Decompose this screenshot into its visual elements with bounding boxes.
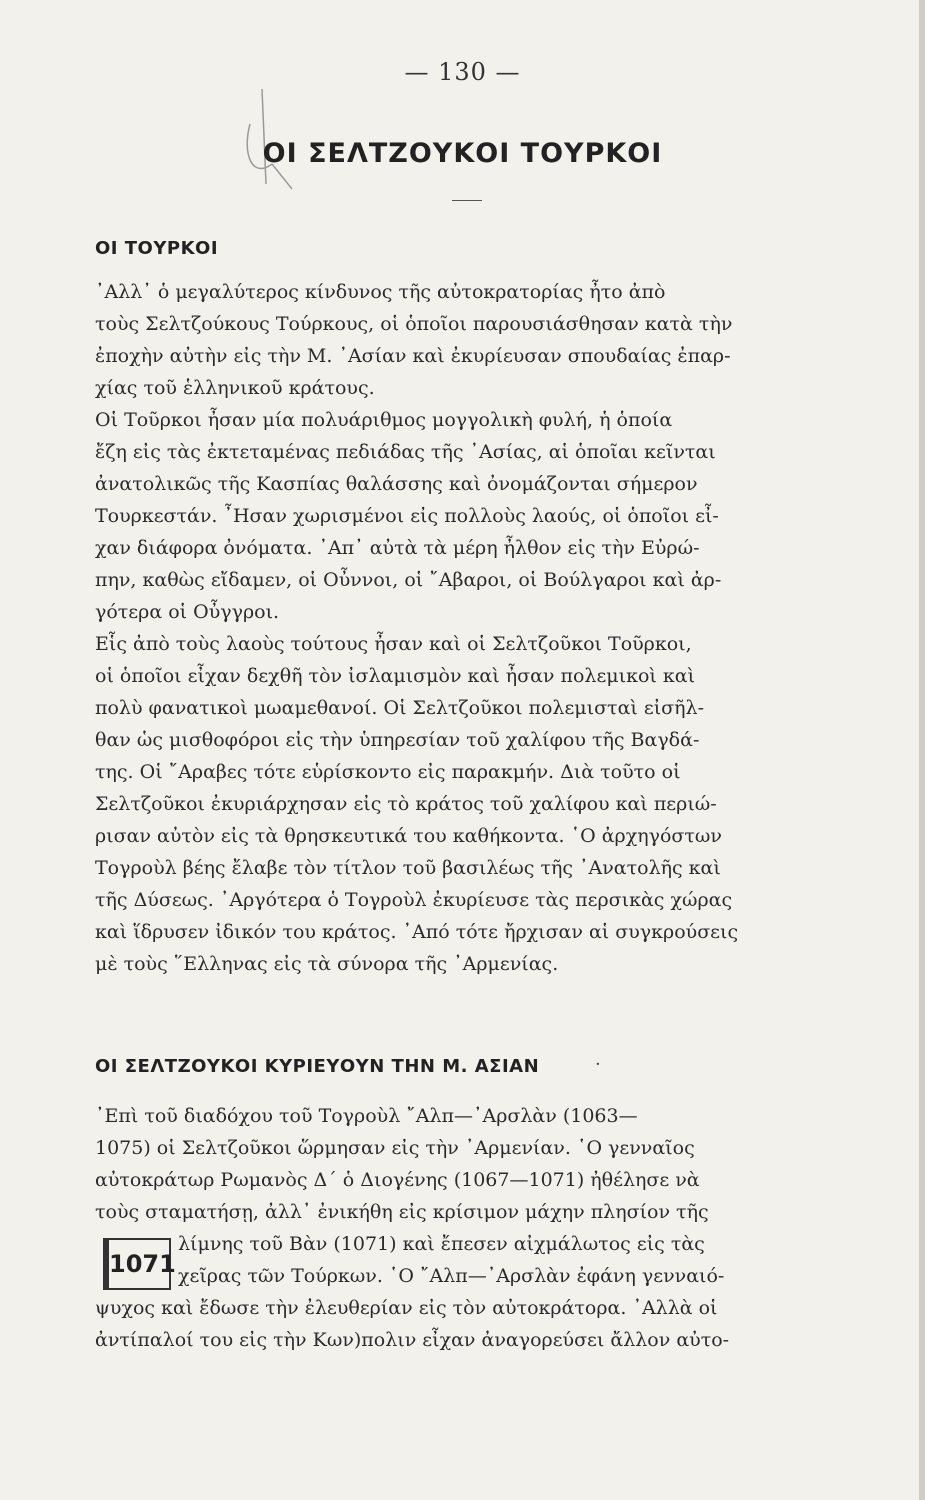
section-body-indented — [178, 1228, 840, 1292]
title-rule — [452, 200, 482, 201]
text-line: πην, καθὼς εἴδαμεν, οἱ Οὖννοι, οἱ ῎Αβαροι, οἱ Βούλγαροι καὶ ἀρ- — [95, 569, 722, 591]
text-line: τοὺς σταματήσῃ, ἀλλ᾿ ἐνικήθη εἰς κρίσιμον μάχην πλησίον τῆς — [95, 1201, 709, 1223]
text-line: λίμνης τοῦ Βὰν (1071) καὶ ἔπεσεν αἰχμάλωτος εἰς τὰς — [178, 1233, 705, 1255]
text-line: οἱ ὁποῖοι εἶχαν δεχθῆ τὸν ἰσλαμισμὸν καὶ ἦσαν πολεμικοὶ καὶ — [95, 665, 696, 687]
page-title: ΟΙ ΣΕΛΤΖΟΥΚΟΙ ΤΟΥΡΚΟΙ — [262, 138, 663, 169]
text-line: ἐποχὴν αὐτὴν εἰς τὴν Μ. ᾿Ασίαν καὶ ἐκυρίευσαν σπουδαίας ἐπαρ- — [95, 345, 731, 367]
text-line: Οἱ Τοῦρκοι ἦσαν μία πολυάριθμος μογγολικὴ φυλή, ἡ ὁποία — [95, 409, 673, 431]
text-line: μὲ τοὺς ῞Ελληνας εἰς τὰ σύνορα τῆς ᾿Αρμενίας. — [95, 953, 559, 975]
text-line: Εἷς ἀπὸ τοὺς λαοὺς τούτους ἦσαν καὶ οἱ Σελτζοῦκοι Τοῦρκοι, — [95, 633, 692, 655]
text-line: ἀνατολικῶς τῆς Κασπίας θαλάσσης καὶ ὀνομάζονται σήμερον — [95, 473, 698, 495]
page-edge-shadow — [919, 0, 925, 1500]
text-line: χίας τοῦ ἑλληνικοῦ κράτους. — [95, 377, 375, 399]
section-body-asia-minor — [95, 1100, 840, 1228]
section-body-turks — [95, 276, 840, 980]
text-line: ἀντίπαλοί του εἰς τὴν Κων)πολιν εἶχαν ἀναγορεύσει ἄλλον αὐτο- — [95, 1329, 730, 1351]
text-line: ᾿Επὶ τοῦ διαδόχου τοῦ Τογροὺλ ῎Αλπ—᾿Αρσλὰν (1063— — [95, 1105, 638, 1127]
section-heading-asia-minor: ΟΙ ΣΕΛΤΖΟΥΚΟΙ ΚΥΡΙΕΥΟΥΝ ΤΗΝ Μ. ΑΣΙΑΝ — [95, 1056, 540, 1077]
text-line: ᾿Αλλ᾿ ὁ μεγαλύτερος κίνδυνος τῆς αὐτοκρατορίας ἦτο ἀπὸ — [95, 281, 666, 303]
text-line: 1075) οἱ Σελτζοῦκοι ὥρμησαν εἰς τὴν ᾿Αρμενίαν. ῾Ο γενναῖος — [95, 1137, 695, 1159]
text-line: Σελτζοῦκοι ἐκυριάρχησαν εἰς τὸ κράτος τοῦ χαλίφου καὶ περιώ- — [95, 793, 717, 815]
text-line: καὶ ἵδρυσεν ἰδικόν του κράτος. ᾿Από τότε ἤρχισαν αἱ συγκρούσεις — [95, 921, 739, 943]
text-line: ψυχος καὶ ἔδωσε τὴν ἐλευθερίαν εἰς τὸν αὐτοκράτορα. ᾿Αλλὰ οἱ — [95, 1297, 718, 1319]
text-line: ρισαν αὐτὸν εἰς τὰ θρησκευτικά του καθήκοντα. ῾Ο ἀρχηγόστων — [95, 825, 722, 847]
text-line: χαν διάφορα ὀνόματα. ᾿Απ᾿ αὐτὰ τὰ μέρη ἦλθον εἰς τὴν Εὐρώ- — [95, 537, 700, 559]
text-line: ἔζη εἰς τὰς ἐκτεταμένας πεδιάδας τῆς ᾿Ασίας, αἱ ὁποῖαι κεῖνται — [95, 441, 716, 463]
stray-dot: · — [595, 1054, 601, 1075]
text-line: τῆς Δύσεως. ᾿Αργότερα ὁ Τογροὺλ ἐκυρίευσε τὰς περσικὰς χώρας — [95, 889, 733, 911]
text-line: Τογροὺλ βέης ἔλαβε τὸν τίτλον τοῦ βασιλέως τῆς ᾿Ανατολῆς καὶ — [95, 857, 721, 879]
text-line: Τουρκεστάν. ῏Ησαν χωρισμένοι εἰς πολλοὺς λαούς, οἱ ὁποῖοι εἶ- — [95, 505, 719, 527]
text-line: της. Οἱ ῎Αραβες τότε εὑρίσκοντο εἰς παρακμήν. Διὰ τοῦτο οἱ — [95, 761, 681, 783]
section-body-continued — [95, 1292, 840, 1356]
text-line: θαν ὡς μισθοφόροι εἰς τὴν ὑπηρεσίαν τοῦ χαλίφου τῆς Βαγδά- — [95, 729, 700, 751]
section-heading-turks: ΟΙ ΤΟΥΡΚΟΙ — [95, 238, 219, 259]
text-line: πολὺ φανατικοὶ μωαμεθανοί. Οἱ Σελτζοῦκοι πολεμισταὶ εἰσῆλ- — [95, 697, 704, 719]
text-line: τοὺς Σελτζούκους Τούρκους, οἱ ὁποῖοι παρουσιάσθησαν κατὰ τὴν — [95, 313, 733, 335]
text-line: αὐτοκράτωρ Ρωμανὸς Δ΄ ὁ Διογένης (1067—1071) ἠθέλησε νὰ — [95, 1169, 700, 1191]
text-line: γότερα οἱ Οὖγγροι. — [95, 601, 280, 623]
margin-year-box: 1071 — [103, 1238, 171, 1290]
text-line: χεῖρας τῶν Τούρκων. ῾Ο ῎Αλπ—᾿Αρσλὰν ἐφάνη γενναιό- — [178, 1265, 725, 1287]
page-number: — 130 — — [404, 58, 521, 86]
